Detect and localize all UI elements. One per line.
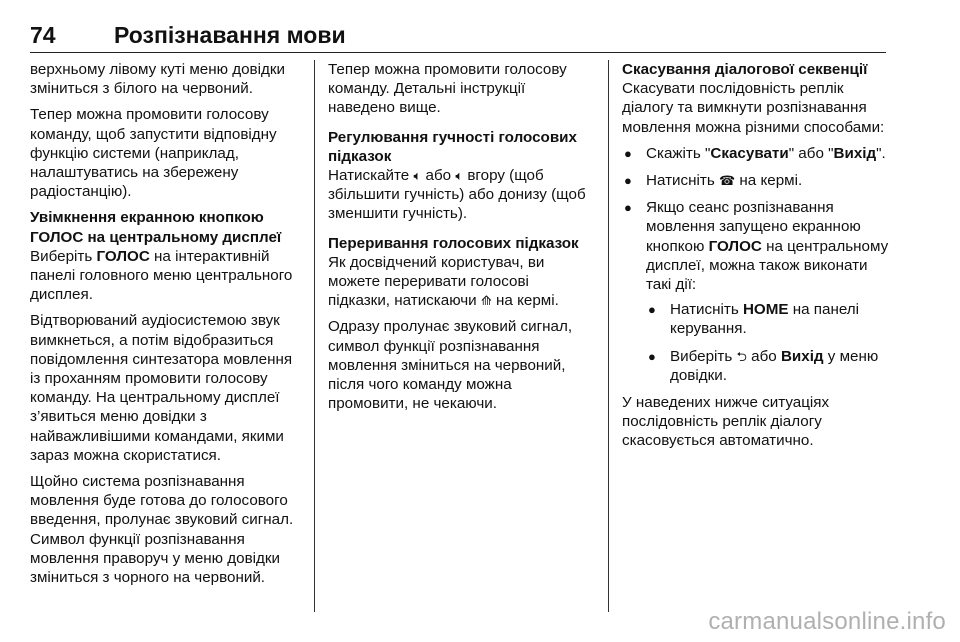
list-item: ● Виберіть ⮌ або Вихід у меню довідки. <box>646 347 894 385</box>
sub-bullet-list <box>646 300 894 385</box>
paragraph: Відтворюваний аудіосистемою звук вимкнеться, а потім відобразиться повідомлення синтезатора мовлення із проханням промовити голосову команду. На центральному дисплеї з’явиться меню довідки з найважливішими командами, якими зараз можна скористатися. <box>30 312 293 464</box>
watermark: carmanualsonline.info <box>708 608 946 635</box>
section-heading: Регулювання гучності голосових підказок <box>328 128 577 165</box>
bullet-list <box>622 144 894 385</box>
list-item: ● Якщо сеанс розпізнавання мовлення запущено екранною кнопкою ГОЛОС на центральному дисплеї, можна також виконати такі дії: ● Натисніть HOME на панелі керування. ● Виберіть ⮌ або Вихід у меню довідки. <box>622 198 894 385</box>
voice-icon: ⟰ <box>480 293 492 309</box>
paragraph: Як досвідчений користувач, ви можете переривати голосові підказки, натискаючи ⟰ на кермі. <box>328 253 559 310</box>
section-heading: Переривання голосових підказок <box>328 234 579 252</box>
paragraph: Натискайте 🔈︎ або 🔈︎ вгору (щоб збільшити гучність) або донизу (щоб зменшити гучність). <box>328 167 586 223</box>
paragraph: верхньому лівому куті меню довідки зміниться з білого на червоний. <box>30 61 285 98</box>
volume-down-icon: 🔈︎ <box>455 168 464 184</box>
list-item: ● Скажіть "Скасувати" або "Вихід". <box>622 144 894 163</box>
section-heading: Скасування діалогової секвенції <box>622 61 868 78</box>
hang-up-icon: ☎︎ <box>718 173 736 189</box>
column-divider-1 <box>314 60 315 612</box>
column-3 <box>622 60 894 458</box>
back-arrow-icon: ⮌ <box>736 348 747 364</box>
section-heading: Увімкнення екранною кнопкою ГОЛОС на центральному дисплеї <box>30 209 282 246</box>
paragraph: Одразу пролунає звуковий сигнал, символ функції розпізнавання мовлення зміниться на червоний, після чого команду можна промовити, не чекаючи. <box>328 318 573 413</box>
column-2 <box>328 60 594 420</box>
paragraph: Виберіть ГОЛОС на інтерактивній панелі головного меню центрального дисплея. <box>30 247 293 304</box>
page-header <box>30 22 886 53</box>
list-item: ● Натисніть HOME на панелі керування. <box>646 300 894 338</box>
volume-up-icon: 🔈︎ <box>413 168 422 184</box>
list-item: ● Натисніть ☎︎ на кермі. <box>622 171 894 190</box>
column-divider-2 <box>608 60 609 612</box>
paragraph: Тепер можна промовити голосову команду, щоб запустити відповідну функцію системи (наприклад, налаштуватись на збережену радіостанцію). <box>30 106 277 201</box>
paragraph: У наведених нижче ситуаціях послідовність реплік діалогу скасовується автоматично. <box>622 394 830 450</box>
paragraph: Тепер можна промовити голосову команду. Детальні інструкції наведено вище. <box>328 61 567 117</box>
page-title: Розпізнавання мови <box>114 22 346 48</box>
paragraph: Щойно система розпізнавання мовлення буде готова до голосового введення, пролунає звуковий сигнал. Символ функції розпізнавання мовлення праворуч у меню довідки зміниться з чорного на червоний. <box>30 473 294 587</box>
paragraph: Скасувати послідовність реплік діалогу та вимкнути розпізнавання мовлення можна різними способами: <box>622 80 885 136</box>
page-number: 74 <box>30 22 56 48</box>
column-1 <box>30 60 302 594</box>
